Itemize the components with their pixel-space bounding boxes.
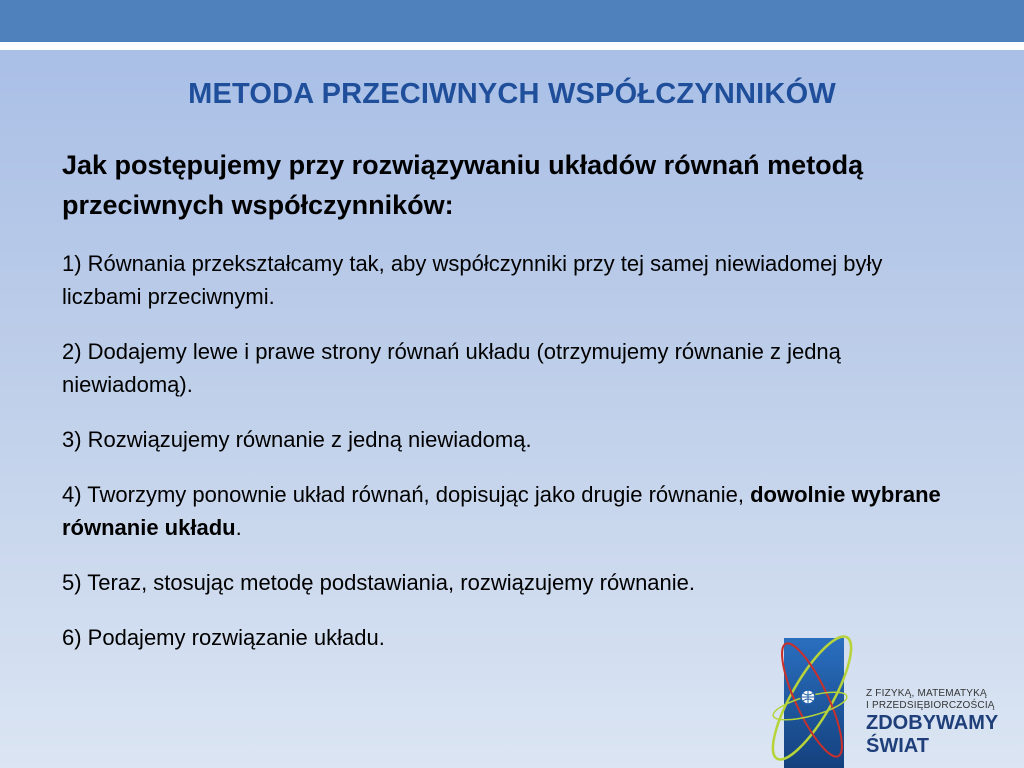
step-3: 3) Rozwiązujemy równanie z jedną niewiadomą. (62, 427, 532, 452)
step-4-text: 4) Tworzymy ponownie układ równań, dopisując jako drugie równanie, (62, 482, 751, 507)
logo-tagline-line-2: I PRZEDSIĘBIORCZOŚCIĄ (866, 700, 995, 711)
logo-word-1: ZDOBYWAMY (866, 712, 999, 734)
step-1: 1) Równania przekształcamy tak, aby współczynniki przy tej samej niewiadomej były liczbami przeciwnymi. (62, 251, 883, 309)
step-2: 2) Dodajemy lewe i prawe strony równań układu (otrzymujemy równanie z jedną niewiadomą). (62, 339, 841, 397)
header-divider (0, 42, 1024, 50)
slide-title: METODA PRZECIWNYCH WSPÓŁCZYNNIKÓW (188, 78, 836, 110)
header-bar (0, 0, 1024, 42)
step-5: 5) Teraz, stosując metodę podstawiania, rozwiązujemy równanie. (62, 570, 696, 595)
logo-tagline (866, 688, 995, 712)
step-4 (62, 478, 962, 544)
logo-word-2: ŚWIAT (866, 735, 929, 757)
logo-tagline-line-1: Z FIZYKĄ, MATEMATYKĄ (866, 688, 987, 699)
step-4-bold-text: dowolnie wybrane równanie układu (62, 482, 941, 540)
step-6: 6) Podajemy rozwiązanie układu. (62, 625, 385, 650)
step-4-period: . (235, 515, 242, 540)
lead-question: Jak postępujemy przy rozwiązywaniu układów równań metodą przeciwnych współczynników: (62, 150, 864, 220)
logo-box (784, 638, 844, 768)
slide-content (62, 145, 962, 676)
